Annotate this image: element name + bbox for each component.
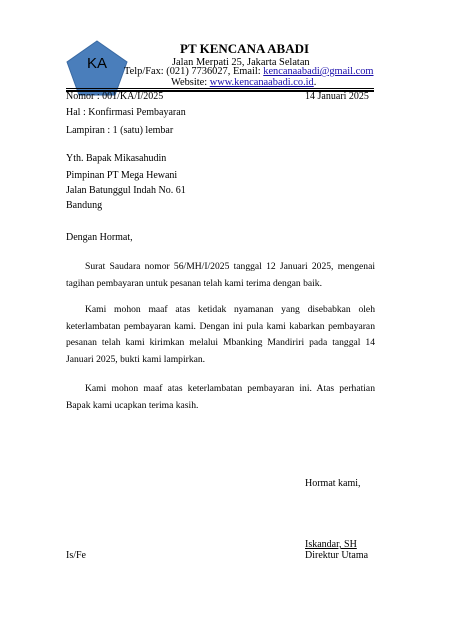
body-paragraph-3: Kami mohon maaf atas keterlambatan pembayaran ini. Atas perhatian Bapak kami ucapkan terima kasih.: [66, 383, 375, 411]
website-suffix: .: [313, 77, 317, 88]
company-contact: [124, 66, 374, 77]
recipient-name: Yth. Bapak Mikasahudin: [66, 153, 167, 164]
body-paragraph-1: Surat Saudara nomor 56/MH/I/2025 tanggal 12 Januari 2025, mengenai tagihan pembayaran untuk pesanan telah kami terima dengan baik.: [66, 261, 375, 289]
signer-name: Iskandar, SH: [305, 539, 357, 550]
recipient-street: Jalan Batunggul Indah No. 61: [66, 185, 186, 196]
letter-subject: Hal : Konfirmasi Pembayaran: [66, 107, 186, 118]
initials: Is/Fe: [66, 550, 86, 561]
body-paragraph-2: Kami mohon maaf atas ketidak nyamanan yang disebabkan oleh keterlambatan pembayaran kami. Dengan ini pula kami kabarkan pembayaran pesanan telah kami kirimkan melalui Mbanking Mandiriri pada tanggal 14 Januari 2025, bukti kami lampirkan.: [66, 304, 375, 365]
logo-text: KA: [86, 55, 107, 72]
recipient-city: Bandung: [66, 200, 103, 211]
email-link[interactable]: kencanaabadi@gmail.com: [263, 66, 374, 77]
letterhead-divider-thin: [66, 88, 374, 89]
company-address: Jalan Merpati 25, Jakarta Selatan: [172, 57, 310, 68]
letter-date: 14 Januari 2025: [305, 91, 369, 102]
company-website: [171, 77, 316, 88]
letter-number: Nomor : 001/KA/I/2025: [66, 91, 164, 102]
website-label: Website:: [171, 77, 210, 88]
signer-title: Direktur Utama: [305, 550, 369, 561]
recipient-position: Pimpinan PT Mega Hewani: [66, 170, 178, 181]
website-link[interactable]: www.kencanaabadi.co.id: [209, 77, 314, 88]
letter-attachment: Lampiran : 1 (satu) lembar: [66, 125, 174, 136]
greeting: Dengan Hormat,: [66, 232, 133, 243]
company-name: PT KENCANA ABADI: [180, 41, 310, 56]
closing-salutation: Hormat kami,: [305, 478, 361, 489]
contact-label: Telp/Fax: (021) 7736027, Email:: [124, 66, 264, 77]
